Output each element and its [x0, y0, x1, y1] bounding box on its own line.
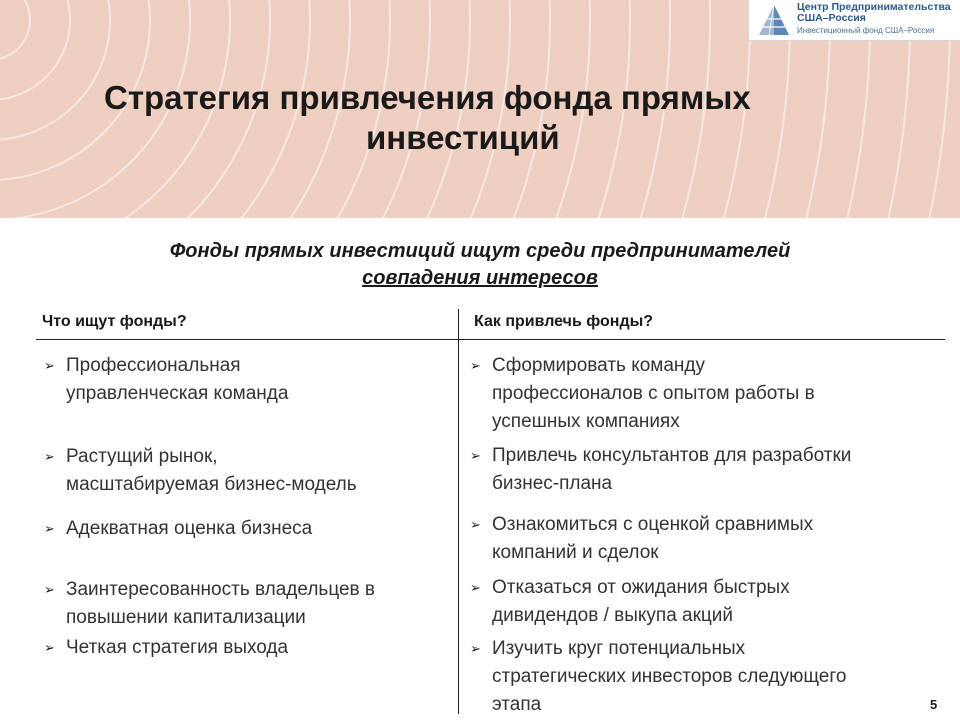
- arrow-bullet-icon: ➢: [44, 640, 55, 655]
- header-divider: [36, 339, 945, 340]
- header-banner: [0, 0, 960, 218]
- arrow-bullet-icon: ➢: [44, 582, 55, 597]
- slide-title-line2: инвестиций: [366, 119, 560, 156]
- right-item-1-line1: Сформировать команду: [492, 355, 706, 376]
- left-item-5-line1: Четкая стратегия выхода: [66, 637, 289, 658]
- right-item-2: [470, 442, 852, 498]
- right-item-5: [470, 635, 847, 719]
- right-item-1: [470, 352, 815, 436]
- slide-title: [60, 78, 900, 158]
- logo: [748, 0, 960, 41]
- logo-title-line1: Центр Предпринимательства: [797, 1, 951, 13]
- right-item-1-line3: успешных компаниях: [492, 411, 680, 432]
- right-item-3-line1: Ознакомиться с оценкой сравнимых: [492, 514, 814, 535]
- left-item-4: [44, 576, 376, 632]
- left-item-4-line1: Заинтересованность владельцев в: [66, 579, 376, 600]
- left-item-2-line2: масштабируемая бизнес-модель: [66, 474, 357, 495]
- left-item-2-line1: Растущий рынок,: [66, 446, 218, 467]
- right-item-3-line2: компаний и сделок: [492, 542, 659, 563]
- logo-subtitle: Инвестиционный фонд США–Россия: [797, 26, 935, 35]
- right-column-header: Как привлечь фонды?: [474, 313, 654, 330]
- right-item-4: [470, 574, 790, 630]
- left-item-2: [44, 443, 357, 499]
- arrow-bullet-icon: ➢: [470, 580, 481, 595]
- subtitle-line1: Фонды прямых инвестиций ищут среди предпринимателей: [169, 240, 791, 262]
- left-item-4-line2: повышении капитализации: [66, 607, 306, 628]
- arrow-bullet-icon: ➢: [470, 517, 481, 532]
- arrow-bullet-icon: ➢: [470, 448, 481, 463]
- left-item-5: [44, 634, 289, 662]
- slide-subtitle: [0, 238, 960, 292]
- pyramid-logo-icon: [757, 3, 791, 37]
- right-item-4-line1: Отказаться от ожидания быстрых: [492, 577, 790, 598]
- left-item-1-line2: управленческая команда: [66, 383, 289, 404]
- arrow-bullet-icon: ➢: [44, 521, 55, 536]
- slide-title-line1: Стратегия привлечения фонда прямых: [104, 79, 751, 116]
- right-item-4-line2: дивидендов / выкупа акций: [492, 605, 734, 626]
- right-item-5-line3: этапа: [492, 694, 542, 715]
- left-item-3: [44, 515, 313, 543]
- logo-title-line2: США–Россия: [797, 12, 866, 24]
- right-item-3: [470, 511, 814, 567]
- left-column-header: Что ищут фонды?: [42, 313, 187, 330]
- right-item-5-line1: Изучить круг потенциальных: [492, 638, 746, 659]
- left-item-1: [44, 352, 289, 408]
- right-item-5-line2: стратегических инвесторов следующего: [492, 666, 847, 687]
- right-item-2-line2: бизнес-плана: [492, 473, 613, 494]
- arrow-bullet-icon: ➢: [44, 449, 55, 464]
- right-item-2-line1: Привлечь консультантов для разработки: [492, 445, 852, 466]
- arrow-bullet-icon: ➢: [470, 358, 481, 373]
- page-number: 5: [930, 697, 938, 712]
- left-item-1-line1: Профессиональная: [66, 355, 241, 376]
- column-divider: [458, 309, 459, 714]
- arrow-bullet-icon: ➢: [44, 358, 55, 373]
- arrow-bullet-icon: ➢: [470, 641, 481, 656]
- left-item-3-line1: Адекватная оценка бизнеса: [66, 518, 313, 539]
- right-item-1-line2: профессионалов с опытом работы в: [492, 383, 815, 404]
- subtitle-line2-underlined: совпадения интересов: [362, 267, 598, 289]
